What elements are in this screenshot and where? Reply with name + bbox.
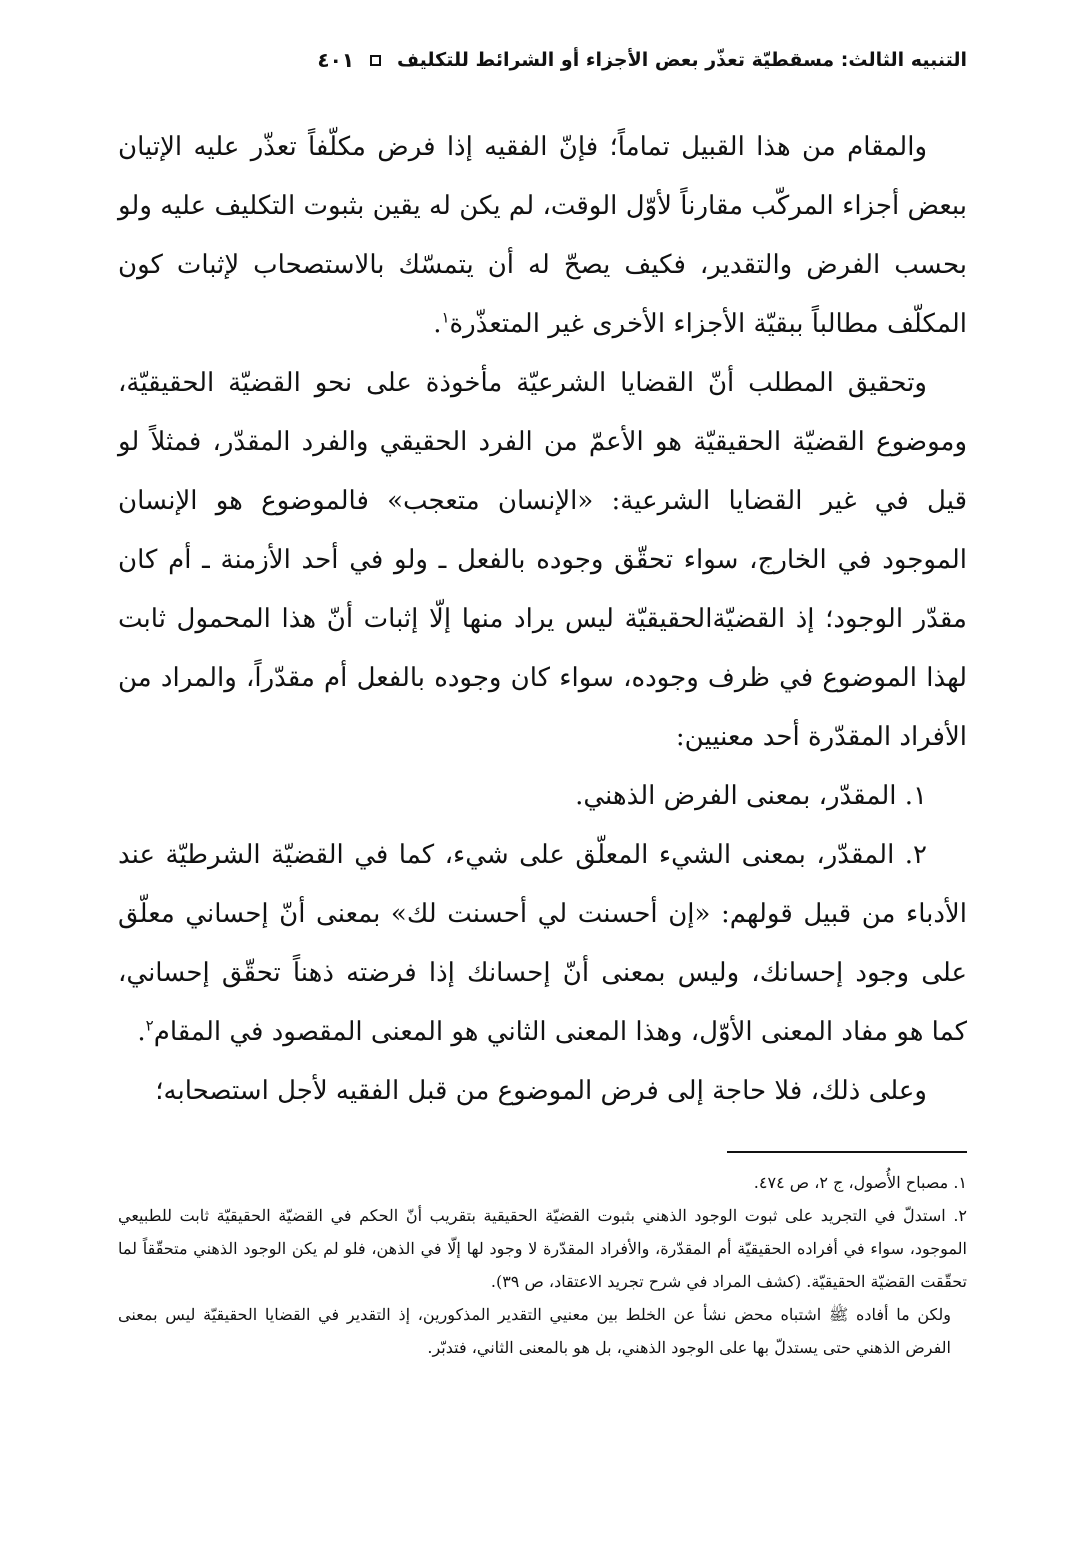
- page-number: ٤٠١: [317, 48, 355, 72]
- paragraph-1-end: .: [433, 309, 442, 339]
- paragraph-1: [118, 118, 967, 354]
- list-item-2: [118, 826, 967, 1062]
- footnote-1: ١. مصباح الأُصول، ج ٢، ص ٤٧٤.: [753, 1173, 967, 1192]
- footnotes: [118, 1166, 967, 1364]
- header-square-ornament: [370, 55, 381, 66]
- paragraph-3: وعلى ذلك، فلا حاجة إلى فرض الموضوع من قبل الفقيه لأجل استصحابه؛: [155, 1076, 927, 1106]
- main-text: [118, 118, 967, 1121]
- paragraph-2: وتحقيق المطلب أنّ القضايا الشرعيّة مأخوذة على نحو القضيّة الحقيقيّة، وموضوع القضيّة الحقيقيّة هو الأعمّ من الفرد الحقيقي والفرد المقدّر، فمثلاً لو قيل في غير القضايا الشرعية: «الإنسان متعجب» فالموضوع هو الإنسان الموجود في الخارج، سواء تحقّق وجوده بالفعل ـ ولو في أحد الأزمنة ـ أم كان مقدّر الوجود؛ إذ القضيّةالحقيقيّة ليس يراد منها إلّا إثبات أنّ هذا المحمول ثابت لهذا الموضوع في ظرف وجوده، سواء كان وجوده بالفعل أم مقدّراً، والمراد من الأفراد المقدّرة أحد معنيين:: [118, 368, 967, 752]
- footnote-ref-2: ٢: [145, 1016, 154, 1035]
- paragraph-1-text: والمقام من هذا القبيل تماماً؛ فإنّ الفقيه إذا فرض مكلّفاً تعذّر عليه الإتيان ببعض أجزاء المركّب مقارناً لأوّل الوقت، لم يكن له يقين بثبوت التكليف عليه ولو بحسب الفرض والتقدير، فكيف يصحّ له أن يتمسّك بالاستصحاب لإثبات كون المكلّف مطالباً ببقيّة الأجزاء الأخرى غير المتعذّرة: [118, 132, 967, 339]
- footnote-2-continued: ولكن ما أفاده ﷺ اشتباه محض نشأ عن الخلط بين معنيي التقدير المذكورين، إذ التقدير في القضايا الحقيقيّة ليس بمعنى الفرض الذهني حتى يستدلّ بها على الوجود الذهني، بل هو بالمعنى الثاني، فتدبّر.: [118, 1305, 951, 1357]
- list-item-1: ١. المقدّر، بمعنى الفرض الذهني.: [575, 781, 927, 811]
- running-header-title: التنبيه الثالث: مسقطيّة تعذّر بعض الأجزاء أو الشرائط للتكليف: [397, 49, 967, 71]
- footnote-divider: [727, 1151, 967, 1153]
- list-item-2-end: .: [137, 1017, 146, 1047]
- footnote-2: ٢. استدلّ في التجريد على ثبوت الوجود الذهني بثبوت القضيّة الحقيقية بتقريب أنّ الحكم في القضيّة الحقيقيّة ثابت للطبيعي الموجود، سواء في أفراده الحقيقيّة أم المقدّرة، والأفراد المقدّرة لا وجود لها إلّا في الذهن، فلو لم يكن الوجود الذهني متحقّقاً لما تحقّقت القضيّة الحقيقيّة. (كشف المراد في شرح تجريد الاعتقاد، ص ٣٩).: [118, 1206, 967, 1291]
- footnote-ref-1: ١: [441, 308, 450, 327]
- running-header: [118, 40, 967, 80]
- list-item-2-text: ٢. المقدّر، بمعنى الشيء المعلّق على شيء، كما في القضيّة الشرطيّة عند الأدباء من قبيل قولهم: «إن أحسنت لي أحسنت لك» بمعنى أنّ إحساني معلّق على وجود إحسانك، وليس بمعنى أنّ إحسانك إذا فرضته ذهناً تحقّق إحساني، كما هو مفاد المعنى الأوّل، وهذا المعنى الثاني هو المعنى المقصود في المقام: [118, 840, 967, 1047]
